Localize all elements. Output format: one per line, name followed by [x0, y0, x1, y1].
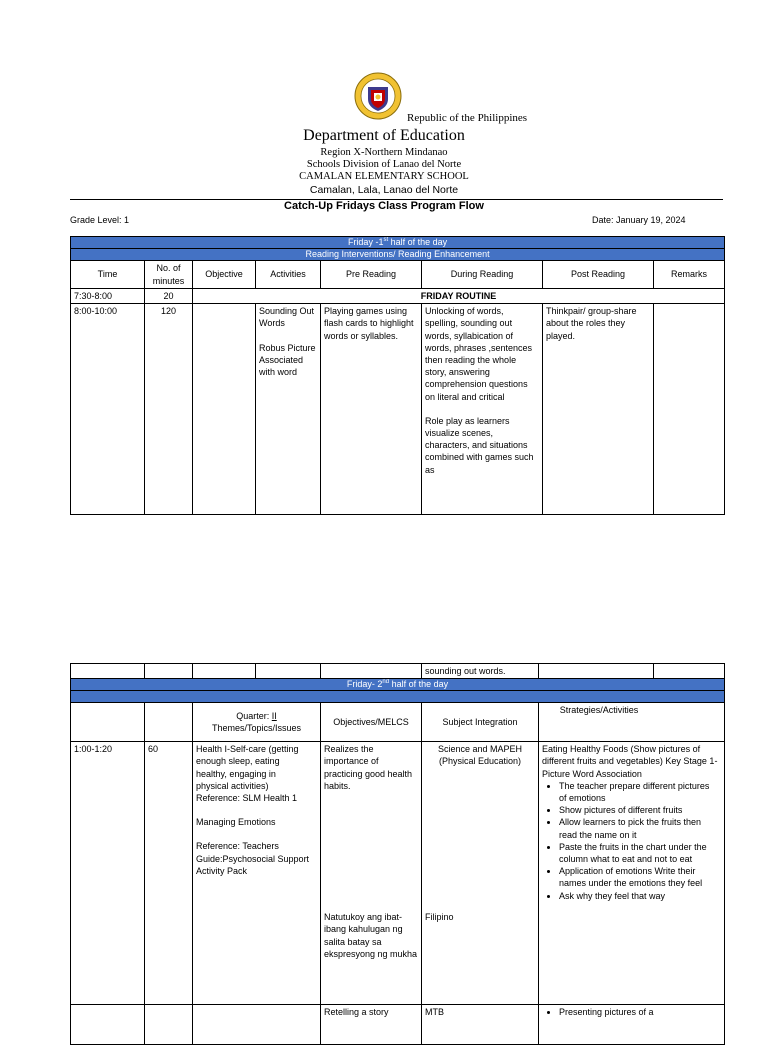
- carry-over-row: [71, 664, 725, 679]
- subject-text: Science and MAPEH (Physical Education): [437, 744, 523, 767]
- activity-text: Robus Picture Associated with word: [259, 342, 316, 378]
- row-during-reading: [422, 304, 543, 515]
- carry-over-text: sounding out words.: [422, 664, 539, 679]
- list-item: • Allow learners to pick the fruits then read the name on it: [559, 816, 718, 840]
- col-header-subject: Subject Integration: [422, 703, 539, 742]
- col-header-post-reading: Post Reading: [543, 261, 654, 289]
- themes-text: Reference: Teachers Guide:Psychosocial Support Activity Pack: [196, 841, 310, 876]
- col-header-strategies: Strategies/Activities: [539, 703, 725, 742]
- morning-program-table: [70, 236, 725, 515]
- school-address: Camalan, Lala, Lanao del Norte: [309, 184, 459, 196]
- objective-text: Natutukoy ang ibat-ibang kahulugan ng salita batay sa ekspresyong ng mukha: [324, 912, 418, 959]
- list-item: • Application of emotions Write their names under the emotions they feel: [559, 865, 718, 889]
- list-item: • The teacher prepare different pictures of emotions: [559, 780, 718, 804]
- session-band-1: Friday -1st half of the day: [71, 237, 725, 249]
- themes-text: Health I-Self-care (getting enough sleep, eating healthy, engaging in physical activities) Reference: SLM Health 1: [196, 744, 299, 804]
- list-item: • Paste the fruits in the chart under the column what to eat and not to eat: [559, 841, 718, 865]
- region-label: Region X-Northern Mindanao: [320, 147, 448, 158]
- table-row: [71, 1005, 725, 1045]
- afternoon-program-table: [70, 663, 725, 1045]
- col-header-time: Time: [71, 261, 145, 289]
- document-title: Catch-Up Fridays Class Program Flow: [284, 200, 484, 212]
- table-row: [71, 289, 725, 304]
- row-activities: [256, 304, 321, 515]
- strategies-list: [542, 780, 718, 902]
- row-objectives: [321, 742, 422, 1005]
- republic-label: Republic of the Philippines: [407, 112, 528, 124]
- row-time: 7:30-8:00: [71, 289, 145, 304]
- row-pre-reading: Playing games using flash cards to highlight words or syllables.: [321, 304, 422, 515]
- row-themes: [193, 742, 321, 1005]
- band-row-empty: [71, 691, 725, 703]
- themes-text: Managing Emotions: [196, 817, 276, 828]
- strategies-intro: Eating Healthy Foods (Show pictures of different fruits and vegetables) Key Stage 1-Picture Word Association: [542, 744, 718, 779]
- band-row-focus: [71, 249, 725, 261]
- col-header-objective: Objective: [193, 261, 256, 289]
- col-header-pre-reading: Pre Reading: [321, 261, 422, 289]
- column-header-row: [71, 261, 725, 289]
- row-minutes: 60: [145, 742, 193, 1005]
- grade-level: Grade Level: 1: [70, 215, 130, 225]
- col-header-themes: Quarter: II Themes/Topics/Issues: [193, 703, 321, 742]
- strategies-list: [542, 1006, 721, 1018]
- col-header-activities: Activities: [256, 261, 321, 289]
- activity-text: Sounding Out Words: [259, 306, 315, 329]
- session-band-2: Friday- 2nd half of the day: [71, 679, 725, 691]
- list-item: • Ask why they feel that way: [559, 890, 718, 902]
- band-row-session: [71, 237, 725, 249]
- row-remarks: [654, 304, 725, 515]
- row-time: 8:00-10:00: [71, 304, 145, 515]
- list-item: • Presenting pictures of a: [559, 1006, 721, 1018]
- division-label: Schools Division of Lanao del Norte: [306, 159, 462, 170]
- row-objective: [193, 304, 256, 515]
- col-header-objectives: Objectives/MELCS: [321, 703, 422, 742]
- band-row-session: [71, 679, 725, 691]
- row-post-reading: Thinkpair/ group-share about the roles they played.: [543, 304, 654, 515]
- school-name: CAMALAN ELEMENTARY SCHOOL: [299, 171, 469, 182]
- focus-band: Reading Interventions/ Reading Enhancement: [71, 249, 725, 261]
- list-item: • Show pictures of different fruits: [559, 804, 718, 816]
- during-reading-text: Role play as learners visualize scenes, characters, and situations combined with games such as: [425, 415, 534, 475]
- col-header-minutes: No. of minutes: [145, 261, 193, 289]
- friday-routine-label: FRIDAY ROUTINE: [193, 289, 725, 304]
- table-row: [71, 742, 725, 1005]
- row-minutes: 20: [145, 289, 193, 304]
- column-header-row: [71, 703, 725, 742]
- row-time: 1:00-1:20: [71, 742, 145, 1005]
- row-minutes: 120: [145, 304, 193, 515]
- table-row: [71, 304, 725, 515]
- subject-text: Filipino: [425, 912, 454, 923]
- row-strategies: [539, 742, 725, 1005]
- row-objectives: Retelling a story: [321, 1005, 422, 1045]
- document-date: Date: January 19, 2024: [592, 215, 686, 225]
- objective-text: Realizes the importance of practicing good health habits.: [324, 744, 413, 791]
- department-title: Department of Education: [303, 127, 465, 144]
- row-strategies: [539, 1005, 725, 1045]
- row-subject: MTB: [422, 1005, 539, 1045]
- row-subject: [422, 742, 539, 1005]
- col-header-during-reading: During Reading: [422, 261, 543, 289]
- empty-band: [71, 691, 725, 703]
- col-header-remarks: Remarks: [654, 261, 725, 289]
- deped-seal-logo: [354, 72, 402, 120]
- during-reading-text: Unlocking of words, spelling, sounding out words, syllabication of words, phrases ,sentences then reading the whole story, answering comprehension questions on literal and critical: [425, 306, 533, 402]
